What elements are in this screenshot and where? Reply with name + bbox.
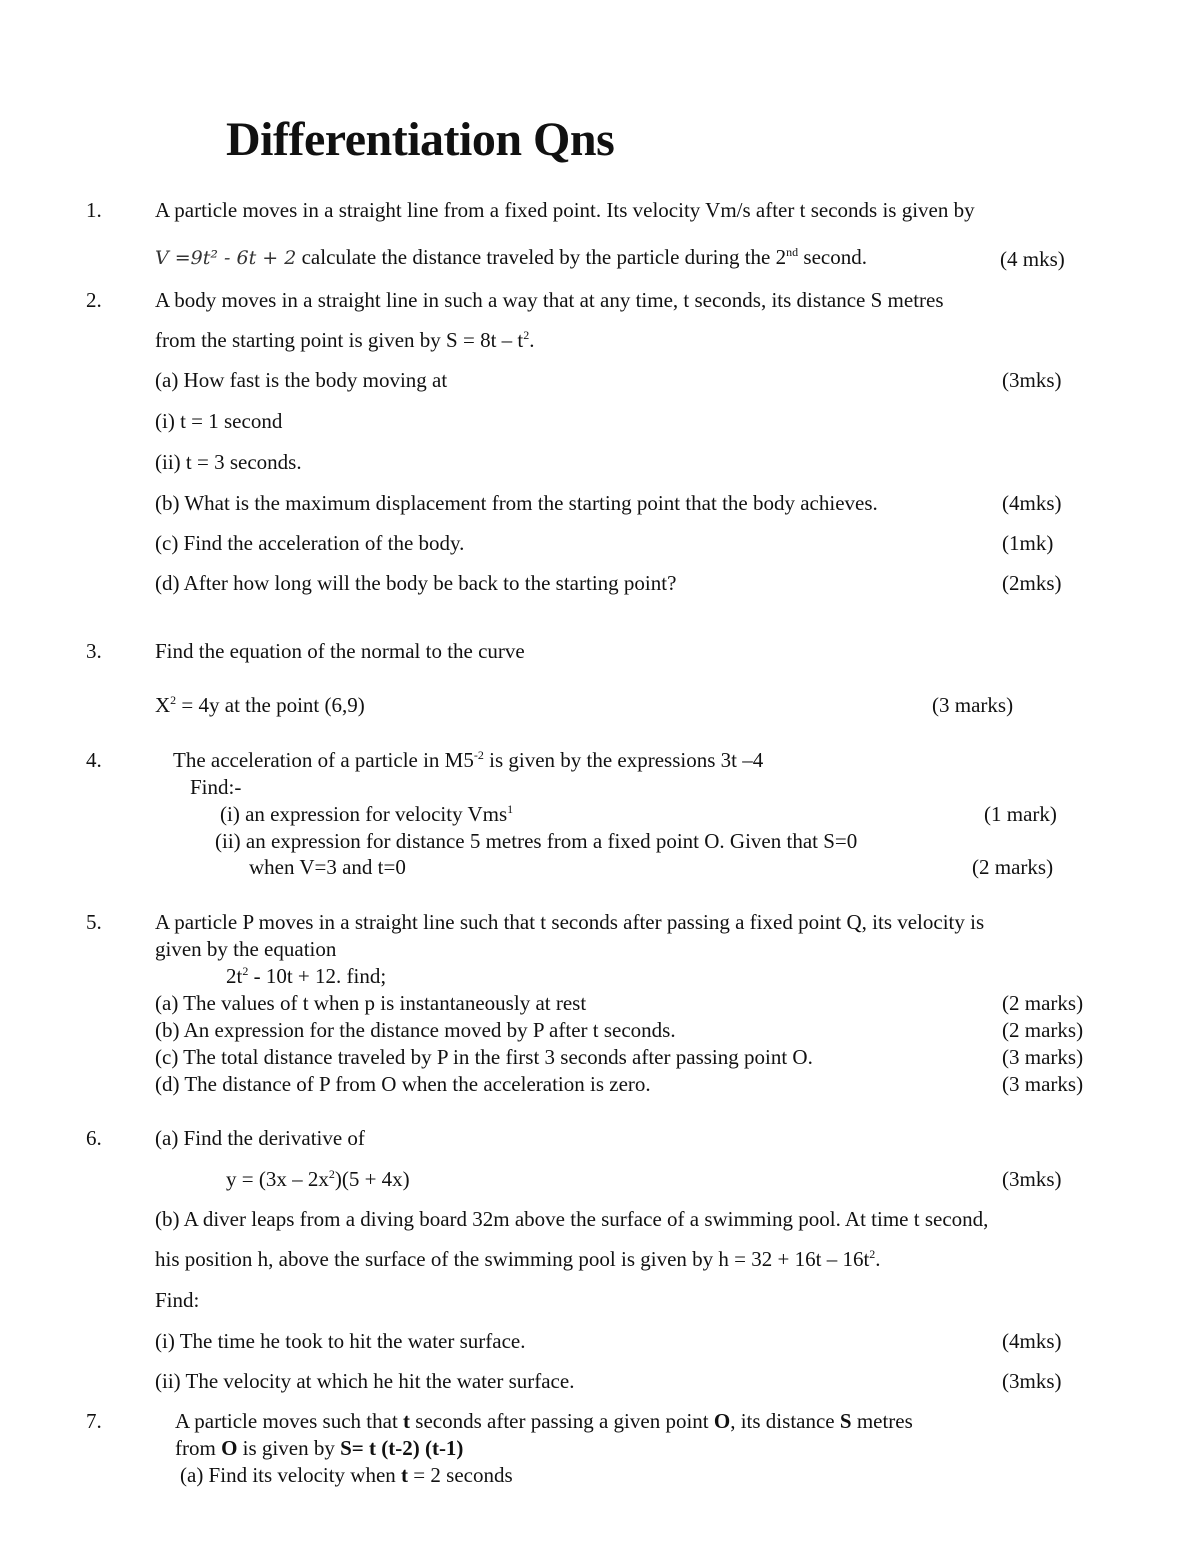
q6-part-b-ii-marks: (3mks) bbox=[1002, 1369, 1062, 1393]
q2-part-b-marks: (4mks) bbox=[1002, 491, 1062, 515]
q5-part-d: (d) The distance of P from O when the acceleration is zero. bbox=[155, 1072, 651, 1096]
q3-marks: (3 marks) bbox=[932, 693, 1014, 717]
q5-line1: A particle P moves in a straight line such that t seconds after passing a fixed point Q, its velocity is bbox=[155, 910, 985, 934]
q2-line1: A body moves in a straight line in such a way that at any time, t seconds, its distance S metres bbox=[155, 288, 944, 312]
q6-equation-marks: (3mks) bbox=[1002, 1167, 1062, 1191]
q2-part-a-ii: (ii) t = 3 seconds. bbox=[155, 450, 302, 474]
q6-part-b-i-marks: (4mks) bbox=[1002, 1329, 1062, 1353]
q1-line1: A particle moves in a straight line from a fixed point. Its velocity Vm/s after t seconds is given by bbox=[155, 198, 975, 222]
q2-number: 2. bbox=[86, 288, 102, 312]
q5-part-b-marks: (2 marks) bbox=[1002, 1018, 1084, 1042]
q5-part-b: (b) An expression for the distance moved by P after t seconds. bbox=[155, 1018, 676, 1042]
q1-equation: V =9t² - 6t + 2 bbox=[155, 247, 297, 269]
q4-part-ii-cont: when V=3 and t=0 bbox=[249, 855, 406, 879]
q2-part-a-marks: (3mks) bbox=[1002, 368, 1062, 392]
q5-equation: $2t^2 - 10t + 12$. find; bbox=[226, 964, 387, 988]
q7-line2: from O is given by S= t (t-2) (t-1) bbox=[175, 1436, 464, 1460]
q4-find: Find:- bbox=[190, 775, 242, 799]
q1-line2: V =9t² - 6t + 2 calculate the distance traveled by the particle during the 2nd second. bbox=[155, 245, 867, 269]
q5-part-a: (a) The values of t when p is instantaneously at rest bbox=[155, 991, 587, 1015]
q4-part-i-marks: (1 mark) bbox=[984, 802, 1057, 826]
q2-part-d-marks: (2mks) bbox=[1002, 571, 1062, 595]
page-title: Differentiation Qns bbox=[226, 113, 615, 166]
q6-part-b-line2: his position h, above the surface of the swimming pool is given by $h = 32 + 16t - 16t^2$. bbox=[155, 1247, 881, 1271]
q2-part-a: (a) How fast is the body moving at bbox=[155, 368, 448, 392]
q4-part-i: (i) an expression for velocity Vms$^1$ bbox=[220, 802, 514, 826]
q5-number: 5. bbox=[86, 910, 102, 934]
q7-line1: A particle moves such that t seconds after passing a given point O, its distance S metres bbox=[175, 1409, 913, 1433]
q5-part-c: (c) The total distance traveled by P in the first 3 seconds after passing point O. bbox=[155, 1045, 813, 1069]
q6-find: Find: bbox=[155, 1288, 200, 1312]
q4-line1: The acceleration of a particle in $M5^{-2}$ is given by the expressions 3t –4 bbox=[173, 748, 764, 772]
q5-line2: given by the equation bbox=[155, 937, 337, 961]
q6-equation: $y = (3x - 2x^2)(5 + 4x)$ bbox=[226, 1167, 410, 1191]
q6-part-a: (a) Find the derivative of bbox=[155, 1126, 365, 1150]
q2-part-d: (d) After how long will the body be back to the starting point? bbox=[155, 571, 677, 595]
q4-number: 4. bbox=[86, 748, 102, 772]
q7-number: 7. bbox=[86, 1409, 102, 1433]
q5-part-c-marks: (3 marks) bbox=[1002, 1045, 1084, 1069]
q6-number: 6. bbox=[86, 1126, 102, 1150]
q6-part-b-ii: (ii) The velocity at which he hit the water surface. bbox=[155, 1369, 575, 1393]
q1-number: 1. bbox=[86, 198, 102, 222]
q2-part-c-marks: (1mk) bbox=[1002, 531, 1054, 555]
q2-line2: from the starting point is given by $S = 8t - t^2$. bbox=[155, 328, 535, 352]
q7-part-a: (a) Find its velocity when t = 2 seconds bbox=[180, 1463, 513, 1487]
q3-number: 3. bbox=[86, 639, 102, 663]
q3-line1: Find the equation of the normal to the curve bbox=[155, 639, 525, 663]
q2-part-b: (b) What is the maximum displacement from the starting point that the body achieves. bbox=[155, 491, 878, 515]
q4-part-ii: (ii) an expression for distance 5 metres from a fixed point O. Given that S=0 bbox=[215, 829, 858, 853]
q6-part-b-i: (i) The time he took to hit the water surface. bbox=[155, 1329, 526, 1353]
q4-part-ii-marks: (2 marks) bbox=[972, 855, 1054, 879]
q6-part-b-line1: (b) A diver leaps from a diving board 32m above the surface of a swimming pool. At time t second, bbox=[155, 1207, 989, 1231]
q2-part-c: (c) Find the acceleration of the body. bbox=[155, 531, 465, 555]
q2-part-a-i: (i) t = 1 second bbox=[155, 409, 283, 433]
q5-part-d-marks: (3 marks) bbox=[1002, 1072, 1084, 1096]
q3-equation: $X^2 = 4y$ at the point (6,9) bbox=[155, 693, 365, 717]
q5-part-a-marks: (2 marks) bbox=[1002, 991, 1084, 1015]
q1-marks: (4 mks) bbox=[1000, 247, 1065, 271]
